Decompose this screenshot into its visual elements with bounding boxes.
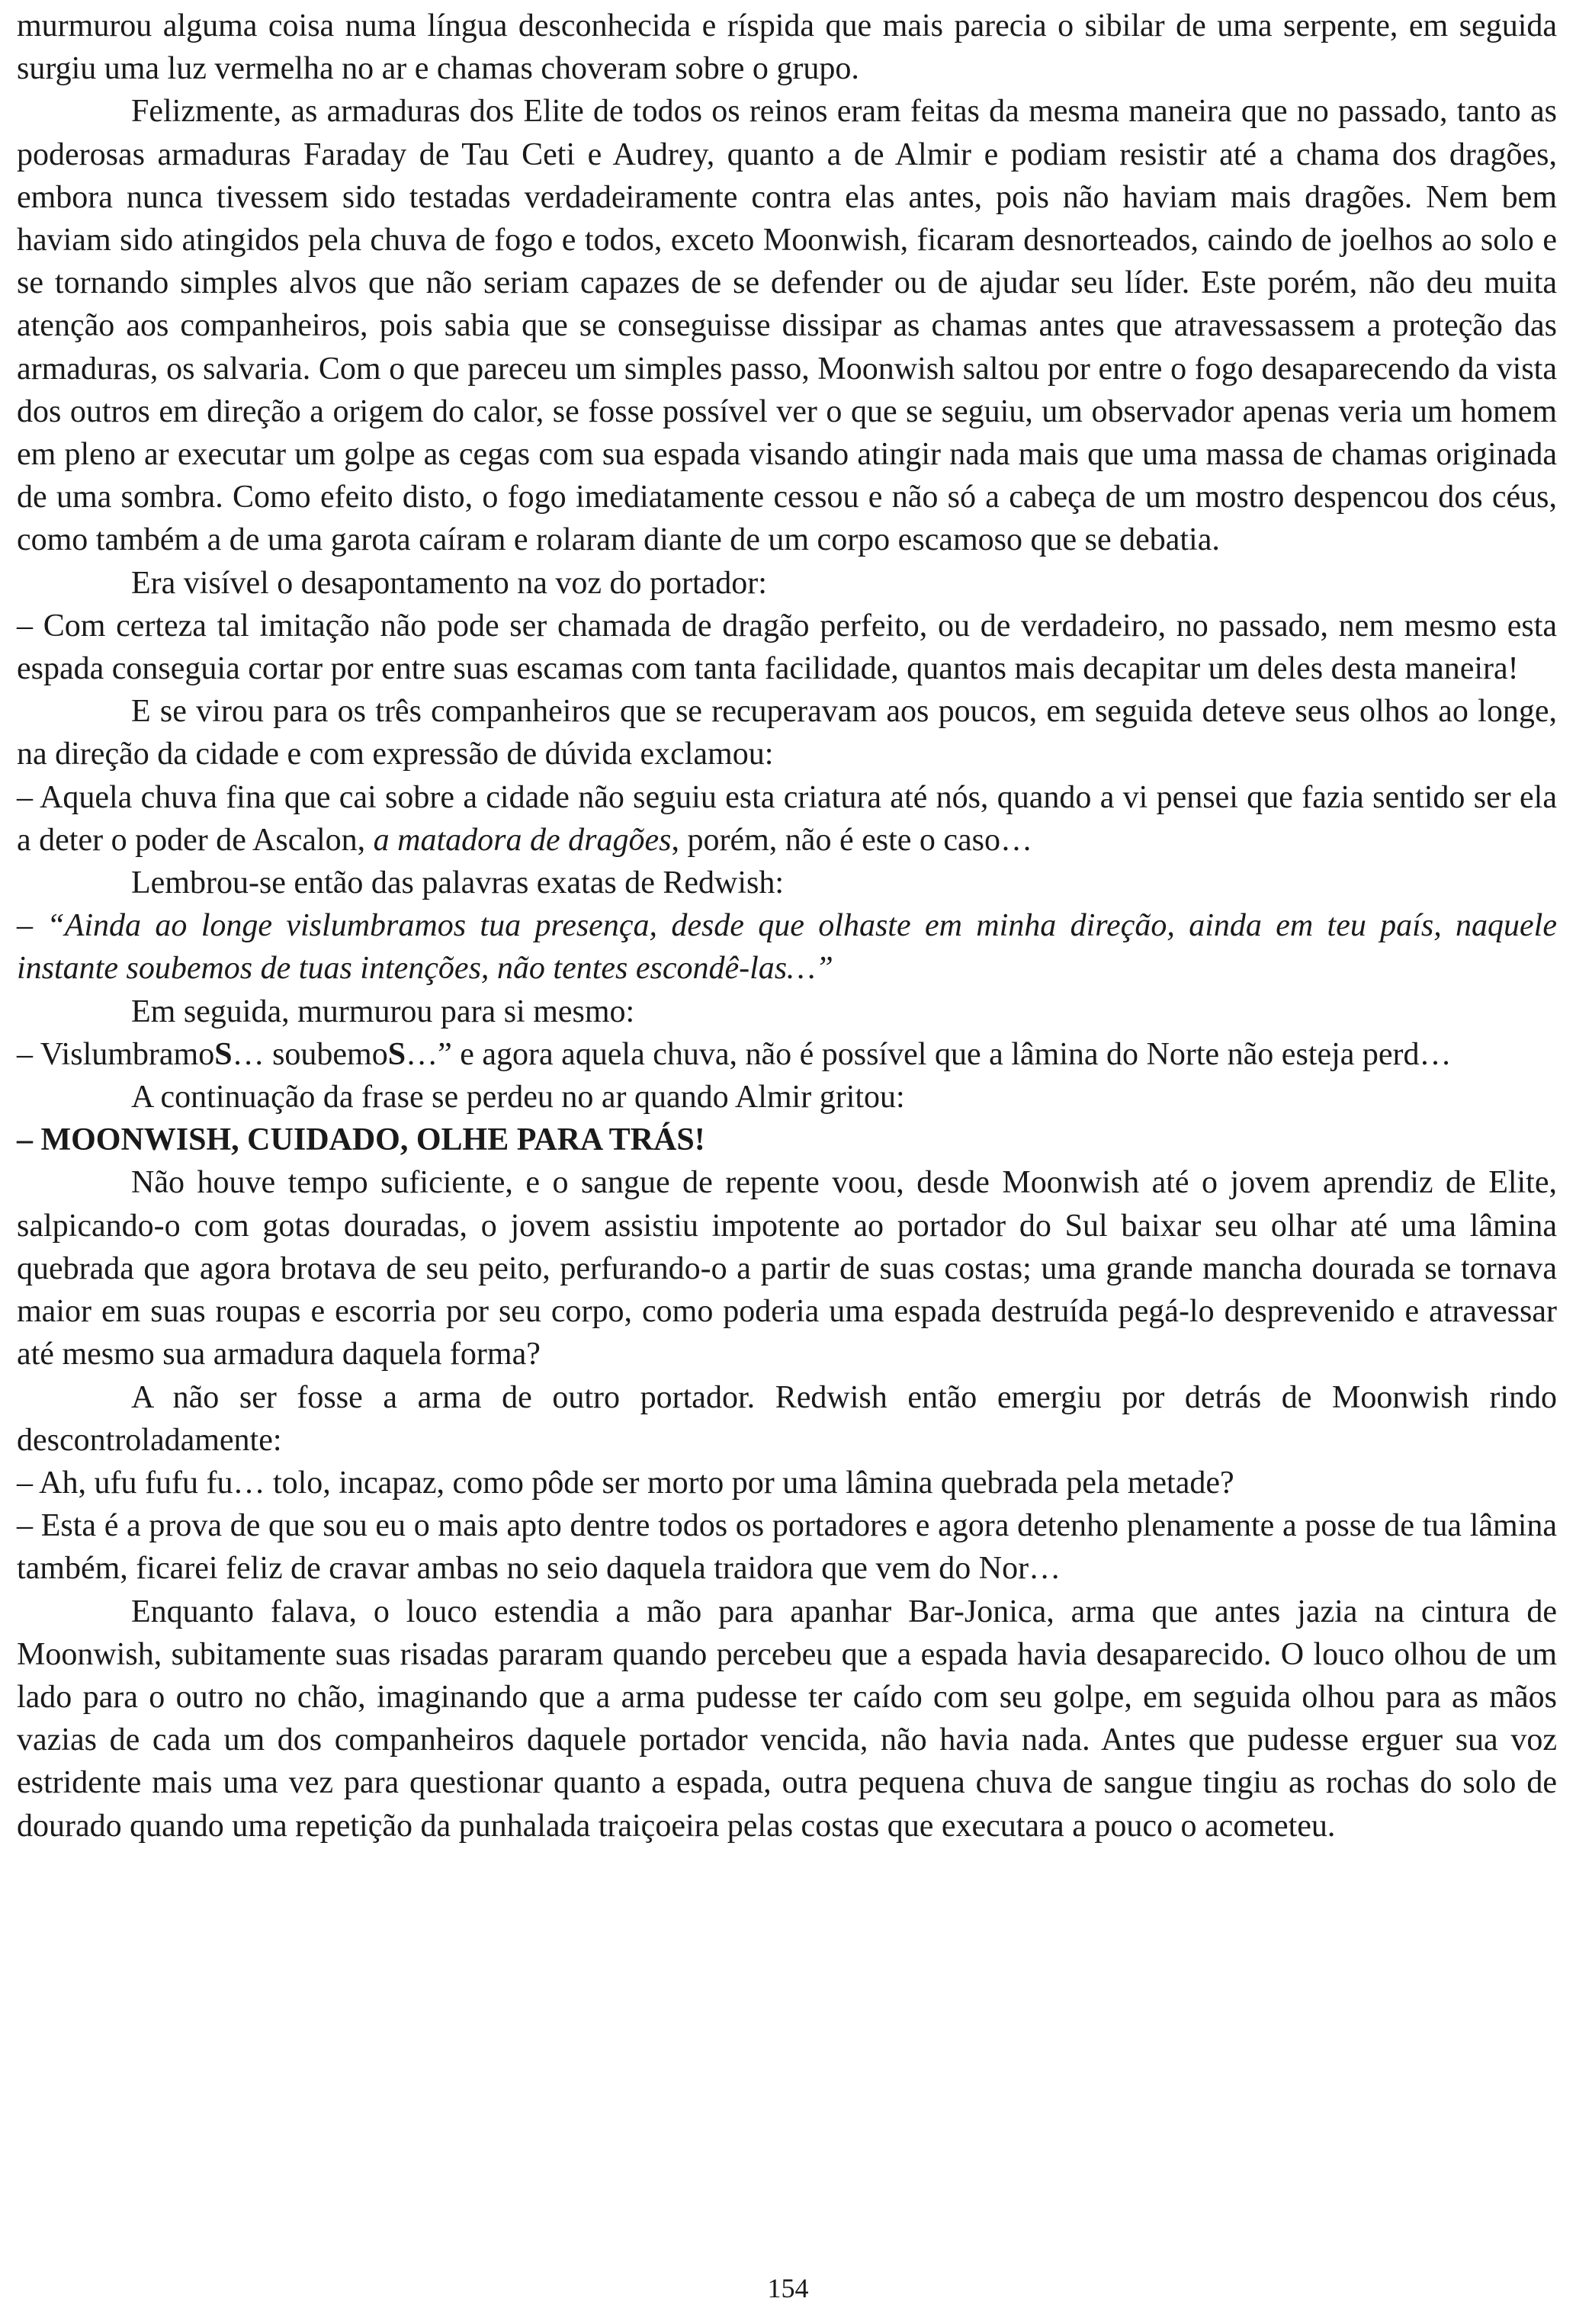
dialogue-line-4: – Ah, ufu fufu fu… tolo, incapaz, como pôde ser morto por uma lâmina quebrada pela metade? <box>17 1465 1234 1501</box>
paragraph-5: E se virou para os três companheiros que se recuperavam aos poucos, em seguida deteve seus olhos ao longe, na direção da cidade e com expressão de dúvida exclamou: <box>17 694 1557 772</box>
page-body <box>17 5 1557 1847</box>
dialogue-line-2-end: , porém, não é este o caso… <box>671 822 1033 858</box>
paragraph-13: Não houve tempo suficiente, e o sangue de repente voou, desde Moonwish até o jovem aprendiz de Elite, salpicando-o com gotas douradas, o jovem assistiu impotente ao portador do Sul baixar seu olhar até uma lâmina quebrada que agora brotava de seu peito, perfurando-o a partir de suas costas; uma grande mancha dourada se tornava maior em suas roupas e escorria por seu corpo, como poderia uma espada destruída pegá-lo desprevenido e atravessar até mesmo sua armadura daquela forma? <box>17 1165 1557 1372</box>
dialogue-line-2 <box>17 776 1557 862</box>
dialogue-line-5: – Esta é a prova de que sou eu o mais apto dentre todos os portadores e agora detenho plenamente a posse de tua lâmina também, ficarei feliz de cravar ambas no seio daquela traidora que vem do Nor… <box>17 1508 1557 1587</box>
dialogue-line-3-c: … soubemo <box>232 1036 388 1072</box>
paragraph-7: Lembrou-se então das palavras exatas de Redwish: <box>131 865 785 901</box>
page-number: 154 <box>767 2273 809 2303</box>
dialogue-line-2-italic: a matadora de dragões <box>373 822 672 858</box>
quoted-dialogue: – “Ainda ao longe vislumbramos tua presença, desde que olhaste em minha direção, ainda em teu país, naquele instante soubemos de tuas intenções, não tentes escondê-las…” <box>17 908 1557 987</box>
paragraph-9: Em seguida, murmurou para si mesmo: <box>131 993 635 1029</box>
paragraph-14: A não ser fosse a arma de outro portador. Redwish então emergiu por detrás de Moonwish rindo descontroladamente: <box>17 1379 1557 1458</box>
paragraph-1: murmurou alguma coisa numa língua desconhecida e ríspida que mais parecia o sibilar de uma serpente, em seguida surgiu uma luz vermelha no ar e chamas choveram sobre o grupo. <box>17 8 1557 87</box>
dialogue-line-1: – Com certeza tal imitação não pode ser chamada de dragão perfeito, ou de verdadeiro, no passado, nem mesmo esta espada conseguia cortar por entre suas escamas com tanta facilidade, quantos mais decapitar um deles desta maneira! <box>17 608 1557 687</box>
dialogue-line-2-start: – Aquela chuva fina que cai sobre a cidade não seguiu esta criatura até nós, quando a vi pensei que fazia sentido ser ela a deter o poder de Ascalon, <box>17 779 1557 858</box>
paragraph-2: Felizmente, as armaduras dos Elite de todos os reinos eram feitas da mesma maneira que no passado, tanto as poderosas armaduras Faraday de Tau Ceti e Audrey, quanto a de Almir e podiam resistir até a chama dos dragões, embora nunca tivessem sido testadas verdadeiramente contra elas antes, pois não haviam mais dragões. Nem bem haviam sido atingidos pela chuva de fogo e todos, exceto Moonwish, ficaram desnorteados, caindo de joelhos ao solo e se tornando simples alvos que não seriam capazes de se defender ou de ajudar seu líder. Este porém, não deu muita atenção aos companheiros, pois sabia que se conseguisse dissipar as chamas antes que atravessassem a proteção das armaduras, os salvaria. Com o que pareceu um simples passo, Moonwish saltou por entre o fogo desaparecendo da vista dos outros em direção a origem do calor, se fosse possível ver o que se seguiu, um observador apenas veria um homem em pleno ar executar um golpe as cegas com sua espada visando atingir nada mais que uma massa de chamas originada de uma sombra. Como efeito disto, o fogo imediatamente cessou e não só a cabeça de um mostro despencou dos céus, como também a de uma garota caíram e rolaram diante de um corpo escamoso que se debatia. <box>17 94 1557 558</box>
dialogue-line-3 <box>17 1033 1557 1076</box>
paragraph-17: Enquanto falava, o louco estendia a mão para apanhar Bar-Jonica, arma que antes jazia na cintura de Moonwish, subitamente suas risadas pararam quando percebeu que a espada havia desaparecido. O louco olhou de um lado para o outro no chão, imaginando que a arma pudesse ter caído com seu golpe, em seguida olhou para as mãos vazias de cada um dos companheiros daquele portador vencida, não havia nada. Antes que pudesse erguer sua voz estridente mais uma vez para questionar quanto a espada, outra pequena chuva de sangue tingiu as rochas do solo de dourado quando uma repetição da punhalada traiçoeira pelas costas que executara a pouco o acometeu. <box>17 1594 1557 1844</box>
dialogue-line-3-b: S <box>214 1036 233 1072</box>
dialogue-line-3-d: S <box>387 1036 406 1072</box>
dialogue-line-3-e: …” e agora aquela chuva, não é possível que a lâmina do Norte não esteja perd… <box>406 1036 1452 1072</box>
paragraph-3: Era visível o desapontamento na voz do portador: <box>131 565 767 601</box>
dialogue-line-3-a: – Vislumbramo <box>17 1036 215 1072</box>
paragraph-11: A continuação da frase se perdeu no ar quando Almir gritou: <box>131 1080 905 1115</box>
shout-line: – MOONWISH, CUIDADO, OLHE PARA TRÁS! <box>17 1122 705 1158</box>
